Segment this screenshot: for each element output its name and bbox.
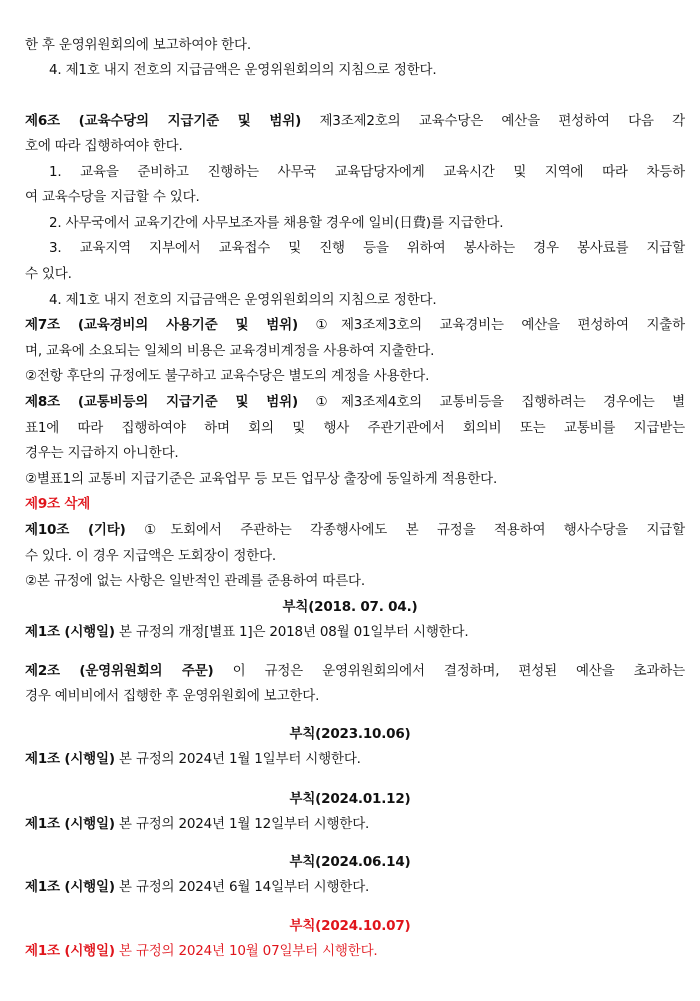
supplementary-heading: 부칙(2018. 07. 04.)	[282, 599, 418, 615]
text-line: 여 교육수당을 지급할 수 있다.	[25, 189, 200, 205]
list-item: 2. 사무국에서 교육기간에 사무보조자를 채용할 경우에 일비(日費)를 지급한다.	[49, 215, 504, 231]
text-line: 수 있다.	[25, 266, 72, 282]
article-title: 제1조 (시행일)	[25, 751, 115, 767]
article-8	[25, 392, 685, 412]
list-item: 3. 교육지역 지부에서 교육접수 및 진행 등을 위하여 봉사하는 경우 봉사료를 지급할	[49, 240, 685, 256]
supplementary-article-latest	[25, 941, 685, 961]
text-line: 경우는 지급하지 아니한다.	[25, 445, 179, 461]
article-10-title: 제10조 (기타)	[25, 522, 126, 538]
article-text: 이 규정은 운영위원회의에서 결정하며, 편성된 예산을 초과하는	[213, 663, 685, 679]
supplementary-heading: 부칙(2023.10.06)	[289, 726, 411, 742]
article-7-text: ①제3조제3호의 교육경비는 예산을 편성하여 지출하	[297, 317, 685, 333]
article-text: 본 규정의 2024년 1월 1일부터 시행한다.	[114, 751, 361, 767]
article-6	[25, 111, 685, 131]
article-title: 제1조 (시행일)	[25, 943, 115, 959]
article-9-deleted: 제9조 삭제	[25, 496, 91, 512]
article-title: 제1조 (시행일)	[25, 624, 115, 640]
article-title: 제1조 (시행일)	[25, 879, 115, 895]
text-line: ②본 규정에 없는 사항은 일반적인 관례를 준용하여 따른다.	[25, 573, 365, 589]
list-item: 4. 제1호 내지 전호의 지급금액은 운영위원회의의 지침으로 정한다.	[49, 292, 437, 308]
article-text: 본 규정의 2024년 6월 14일부터 시행한다.	[114, 879, 370, 895]
list-item: 1. 교육을 준비하고 진행하는 사무국 교육담당자에게 교육시간 및 지역에 따라 차등하	[49, 164, 685, 180]
article-10-text: ①도회에서 주관하는 각종행사에도 본 규정을 적용하여 행사수당을 지급할	[125, 522, 685, 538]
article-8-text: ①제3조제4호의 교통비등을 집행하려는 경우에는 별	[297, 394, 685, 410]
supplementary-heading-latest: 부칙(2024.10.07)	[289, 918, 411, 934]
supplementary-heading: 부칙(2024.06.14)	[289, 854, 411, 870]
text-line: ②전항 후단의 규정에도 불구하고 교육수당은 별도의 계정을 사용한다.	[25, 368, 430, 384]
article-10	[25, 520, 685, 540]
text-line: 표1에 따라 집행하여야 하며 회의 및 행사 주관기관에서 회의비 또는 교통비를 지급받는	[25, 420, 685, 436]
article-8-title: 제8조 (교통비등의 지급기준 및 범위)	[25, 394, 298, 410]
text-line: 며, 교육에 소요되는 일체의 비용은 교육경비계정을 사용하여 지출한다.	[25, 343, 435, 359]
supplementary-article	[25, 661, 685, 681]
supplementary-article	[25, 814, 685, 834]
article-text: 본 규정의 개정[별표 1]은 2018년 08월 01일부터 시행한다.	[114, 624, 469, 640]
article-7-title: 제7조 (교육경비의 사용기준 및 범위)	[25, 317, 298, 333]
text-line: 한 후 운영위원회의에 보고하여야 한다.	[25, 37, 251, 53]
supplementary-article	[25, 877, 685, 897]
list-item: 4. 제1호 내지 전호의 지급금액은 운영위원회의의 지침으로 정한다.	[49, 62, 437, 78]
supplementary-article	[25, 749, 685, 769]
article-6-title: 제6조 (교육수당의 지급기준 및 범위)	[25, 113, 302, 129]
text-line: 수 있다. 이 경우 지급액은 도회장이 정한다.	[25, 548, 277, 564]
article-title: 제2조 (운영위원회의 주문)	[25, 663, 214, 679]
supplementary-heading: 부칙(2024.01.12)	[289, 791, 411, 807]
article-text: 본 규정의 2024년 10월 07일부터 시행한다.	[114, 943, 378, 959]
text-line: ②별표1의 교통비 지급기준은 교육업무 등 모든 업무상 출장에 동일하게 적용한다.	[25, 471, 498, 487]
text-line: 경우 예비비에서 집행한 후 운영위원회에 보고한다.	[25, 688, 320, 704]
text-line: 호에 따라 집행하여야 한다.	[25, 138, 183, 154]
article-text: 본 규정의 2024년 1월 12일부터 시행한다.	[114, 816, 370, 832]
article-6-text: 제3조제2호의 교육수당은 예산을 편성하여 다음 각	[301, 113, 685, 129]
article-title: 제1조 (시행일)	[25, 816, 115, 832]
supplementary-article	[25, 622, 685, 642]
article-7	[25, 315, 685, 335]
